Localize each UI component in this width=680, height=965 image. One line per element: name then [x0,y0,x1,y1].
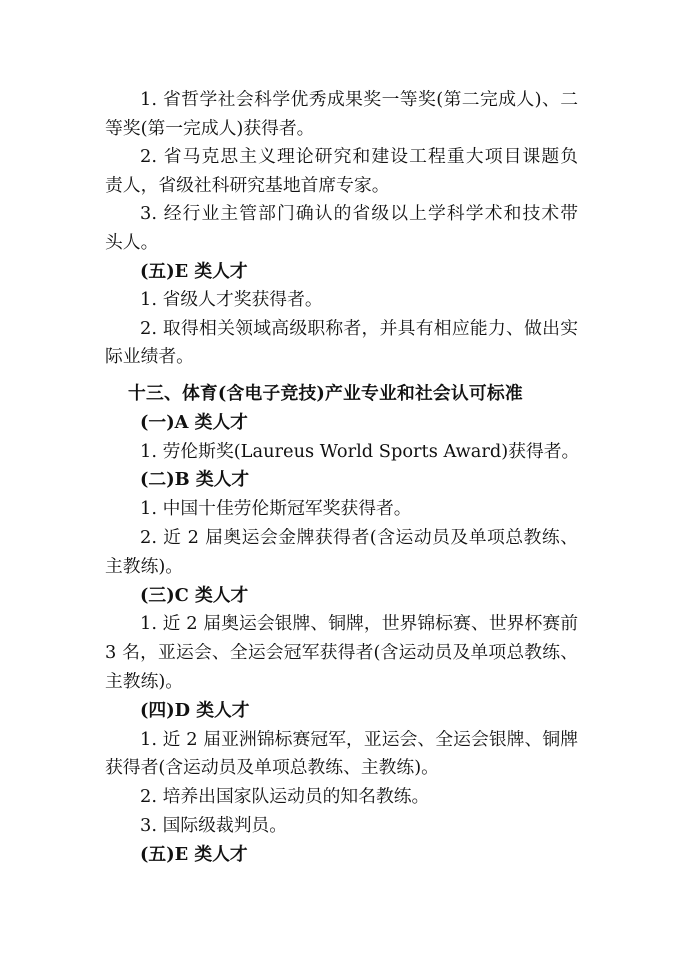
list-item [105,812,578,841]
list-item-line: 2. 省马克思主义理论研究和建设工程重大项目课题负 [140,146,578,168]
list-item-line: 获得者(含运动员及单项总教练、主教练)。 [105,757,439,779]
list-item-line: 1. 近 2 届亚洲锦标赛冠军，亚运会、全运会银牌、铜牌 [140,728,578,750]
category-heading: (四)D 类人才 [140,699,250,721]
list-item [105,726,578,784]
list-item-line: 头人。 [105,231,159,253]
list-item [105,86,578,143]
list-item [105,495,578,524]
list-item-line: 1. 近 2 届奥运会银牌、铜牌，世界锦标赛、世界杯赛前 [140,613,578,635]
list-item-line: 3. 国际级裁判员。 [140,814,288,836]
list-item-line: 际业绩者。 [105,346,194,368]
section-13 [105,380,578,870]
list-item-line: 主教练)。 [105,670,184,692]
list-item-line: 2. 培养出国家队运动员的知名教练。 [140,786,430,808]
category-heading: (五)E 类人才 [140,843,248,865]
section-title: 十三、体育(含电子竞技)产业专业和社会认可标准 [128,383,523,404]
list-item-line: 3. 经行业主管部门确认的省级以上学科学术和技术带 [140,203,578,225]
list-item [105,200,578,257]
list-item [105,783,578,812]
list-item-line: 1. 劳伦斯奖(Laureus World Sports Award)获得者。 [140,440,580,462]
list-item-line: 等奖(第一完成人)获得者。 [105,117,315,139]
list-item-line: 责人，省级社科研究基地首席专家。 [105,174,390,196]
list-item [105,143,578,200]
list-item [105,610,578,696]
category-heading: (五)E 类人才 [140,260,248,282]
list-item [105,286,578,315]
list-item-line: 3 名，亚运会、全运会冠军获得者(含运动员及单项总教练、 [105,642,578,664]
list-item [105,438,578,467]
list-item-line: 2. 近 2 届奥运会金牌获得者(含运动员及单项总教练、 [140,526,578,548]
list-item [105,524,578,582]
list-item-line: 1. 中国十佳劳伦斯冠军奖获得者。 [140,498,412,520]
category-heading: (一)A 类人才 [140,411,248,433]
list-item-line: 1. 省级人才奖获得者。 [140,289,323,311]
category-heading: (二)B 类人才 [140,469,250,491]
list-item-line: 1. 省哲学社会科学优秀成果奖一等奖(第二完成人)、二 [140,89,578,110]
list-item-line: 2. 取得相关领域高级职称者，并具有相应能力、做出实 [140,317,578,339]
previous-section-continuation [105,86,578,372]
list-item [105,315,578,372]
list-item-line: 主教练)。 [105,555,184,577]
category-heading: (三)C 类人才 [140,584,249,606]
